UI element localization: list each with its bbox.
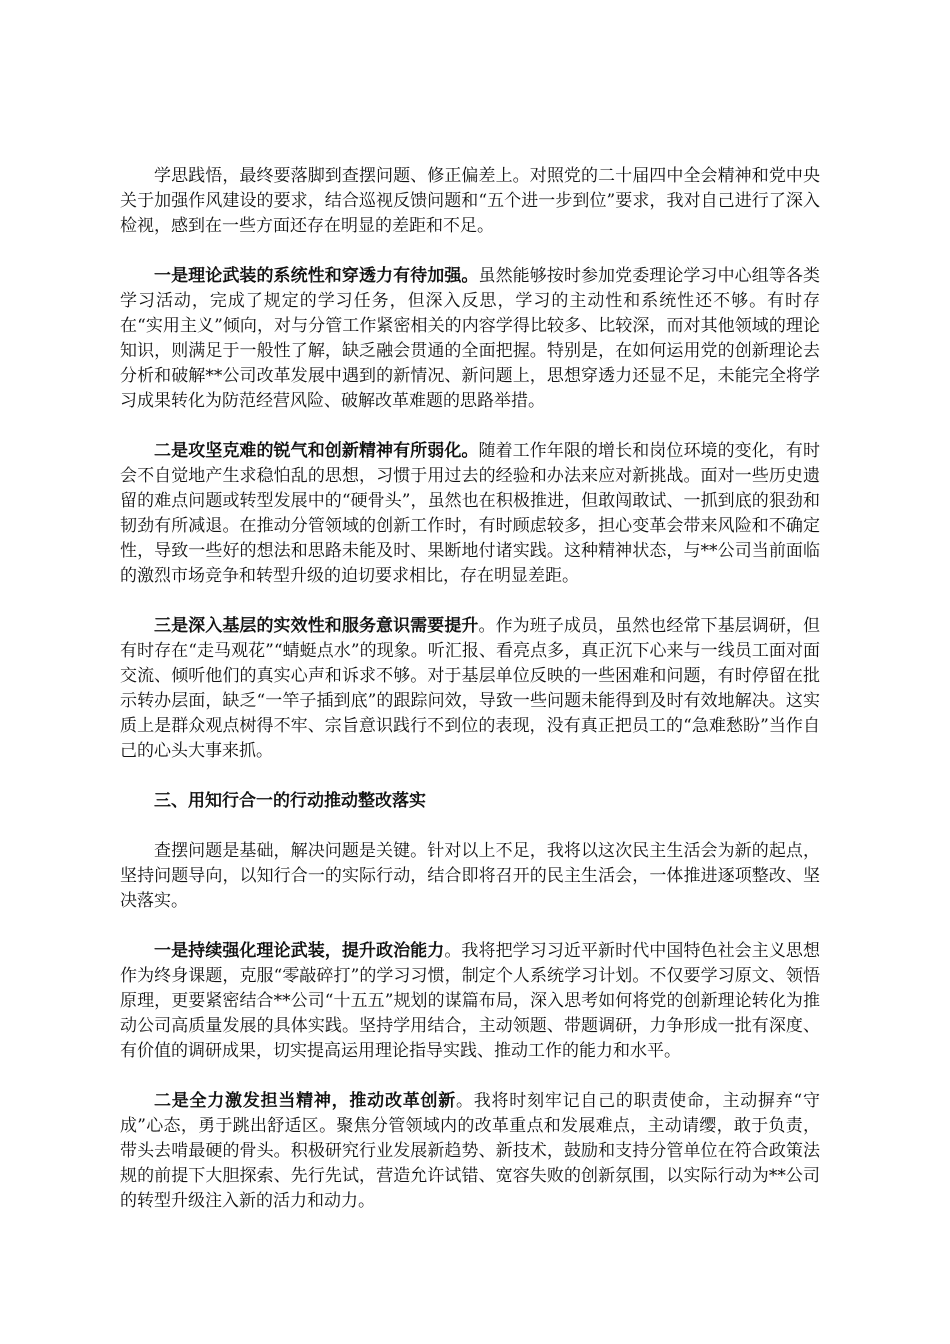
- problem-paragraph-2: [120, 439, 820, 589]
- section-intro-paragraph: 查摆问题是基础，解决问题是关键。针对以上不足，我将以这次民主生活会为新的起点，坚持问题导向，以知行合一的实际行动，结合即将召开的民主生活会，一体推进逐项整改、坚决落实。: [120, 841, 820, 911]
- problem-2-body: 随着工作年限的增长和岗位环境的变化，有时会不自觉地产生求稳怕乱的思想，习惯于用过去的经验和办法来应对新挑战。面对一些历史遗留的难点问题或转型发展中的“硬骨头”，虽然也在积极推进，但敢闯敢试、一抓到底的狠劲和韧劲有所减退。在推动分管领域的创新工作时，有时顾虑较多，担心变革会带来风险和不确定性，导致一些好的想法和思路未能及时、果断地付诸实践。这种精神状态，与**公司当前面临的激烈市场竞争和转型升级的迫切要求相比，存在明显差距。: [120, 441, 820, 586]
- section-heading: 三、用知行合一的行动推动整改落实: [154, 791, 426, 811]
- problem-3-body: 。作为班子成员，虽然也经常下基层调研，但有时存在“走马观花”“蜻蜓点水”的现象。听汇报、看亮点多，真正沉下心来与一线员工面对面交流、倾听他们的真实心声和诉求不够。对于基层单位反映的一些困难和问题，有时停留在批示转办层面，缺乏“一竿子插到底”的跟踪问效，导致一些问题未能得到及时有效地解决。这实质上是群众观点树得不牢、宗旨意识践行不到位的表现，没有真正把员工的“急难愁盼”当作自己的心头大事来抓。: [120, 616, 820, 761]
- problem-1-body: 虽然能够按时参加党委理论学习中心组等各类学习活动，完成了规定的学习任务，但深入反思，学习的主动性和系统性还不够。有时存在“实用主义”倾向，对与分管工作紧密相关的内容学得比较多、比较深，而对其他领域的理论知识，则满足于一般性了解，缺乏融会贯通的全面把握。特别是，在如何运用党的创新理论去分析和破解**公司改革发展中遇到的新情况、新问题上，思想穿透力还显不足，未能完全将学习成果转化为防范经营风险、破解改革难题的思路举措。: [120, 266, 820, 411]
- measure-paragraph-1: [120, 939, 820, 1064]
- measure-1-lead: 一是持续强化理论武装，提升政治能力: [154, 941, 445, 961]
- problem-paragraph-1: [120, 264, 820, 414]
- problem-3-lead: 三是深入基层的实效性和服务意识需要提升: [154, 616, 479, 636]
- measure-1-body: 。我将把学习习近平新时代中国特色社会主义思想作为终身课题，克服“零敲碎打”的学习习惯，制定个人系统学习计划。不仅要学习原文、领悟原理，更要紧密结合**公司“十五五”规划的谋篇布局，深入思考如何将党的创新理论转化为推动公司高质量发展的具体实践。坚持学用结合，主动领题、带题调研，力争形成一批有深度、有价值的调研成果，切实提高运用理论指导实践、推动工作的能力和水平。: [120, 941, 821, 1061]
- measure-2-body: 。我将时刻牢记自己的职责使命，主动摒弃“守成”心态，勇于跳出舒适区。聚焦分管领域内的改革重点和发展难点，主动请缨，敢于负责，带头去啃最硬的骨头。积极研究行业发展新趋势、新技术，鼓励和支持分管单位在符合政策法规的前提下大胆探索、先行先试，营造允许试错、宽容失败的创新氛围，以实际行动为**公司的转型升级注入新的活力和动力。: [120, 1091, 821, 1211]
- problem-1-lead: 一是理论武装的系统性和穿透力有待加强。: [154, 266, 479, 286]
- measure-2-lead: 二是全力激发担当精神，推动改革创新: [154, 1091, 457, 1111]
- intro-paragraph: 学思践悟，最终要落脚到查摆问题、修正偏差上。对照党的二十届四中全会精神和党中央关于加强作风建设的要求，结合巡视反馈问题和“五个进一步到位”要求，我对自己进行了深入检视，感到在一些方面还存在明显的差距和不足。: [120, 166, 820, 236]
- problem-2-lead: 二是攻坚克难的锐气和创新精神有所弱化。: [154, 441, 479, 461]
- document-body: [120, 164, 820, 1239]
- measure-paragraph-2: [120, 1089, 820, 1214]
- problem-paragraph-3: [120, 614, 820, 764]
